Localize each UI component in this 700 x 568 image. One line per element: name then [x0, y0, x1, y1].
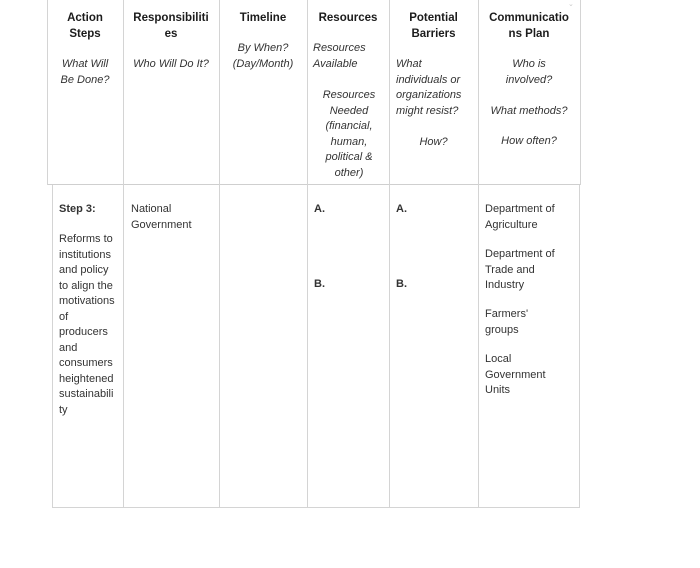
communications-entry-agriculture: Department of Agriculture: [485, 203, 555, 231]
step-label: Step 3:: [59, 203, 96, 215]
communications-entry-trade: Department of Trade and Industry: [485, 248, 555, 291]
column-divider: [123, 0, 124, 507]
action-steps-question: What Will Be Done?: [60, 58, 110, 86]
resources-item-a: A.: [314, 203, 325, 215]
communications-methods: What methods?: [490, 105, 568, 117]
column-divider: [389, 0, 390, 507]
header-title-line: Steps: [69, 28, 101, 40]
column-divider: [307, 0, 308, 507]
barriers-how: How?: [419, 136, 448, 148]
communications-entry-lgu: Local Government Units: [485, 353, 546, 396]
header-communications-plan: Communicatio ns Plan: [489, 12, 569, 40]
barriers-item-b: B.: [396, 278, 407, 290]
header-potential-barriers: Potential Barriers: [409, 12, 458, 40]
corner-handle-icon: ⌄: [568, 1, 574, 8]
communications-entry-farmers: Farmers' groups: [485, 308, 529, 336]
responsibilities-question: Who Will Do It?: [133, 58, 209, 70]
resources-available-label: Resources Available: [313, 42, 366, 70]
timeline-question: By When? (Day/Month): [232, 42, 294, 70]
barriers-question: What individuals or organizations might resist?: [396, 58, 462, 117]
column-divider: [219, 0, 220, 507]
resources-needed-label: Resources Needed (financial, human, political & other): [322, 89, 376, 179]
header-timeline: Timeline: [239, 12, 287, 24]
header-responsibilities: Responsibiliti es: [133, 12, 209, 40]
step-description: Reforms to institutions and policy to align the motivations of producers and consumers heightened sustainabili ty: [59, 233, 115, 416]
responsible-party: National Government: [131, 203, 192, 231]
barriers-item-a: A.: [396, 203, 407, 215]
communications-often: How often?: [501, 135, 557, 147]
header-resources: Resources: [318, 12, 378, 24]
header-title-line: Action: [67, 12, 103, 24]
header-action-steps: [47, 10, 123, 42]
communications-who: Who is involved?: [505, 58, 553, 86]
resources-item-b: B.: [314, 278, 325, 290]
table-body-region: [52, 185, 580, 508]
